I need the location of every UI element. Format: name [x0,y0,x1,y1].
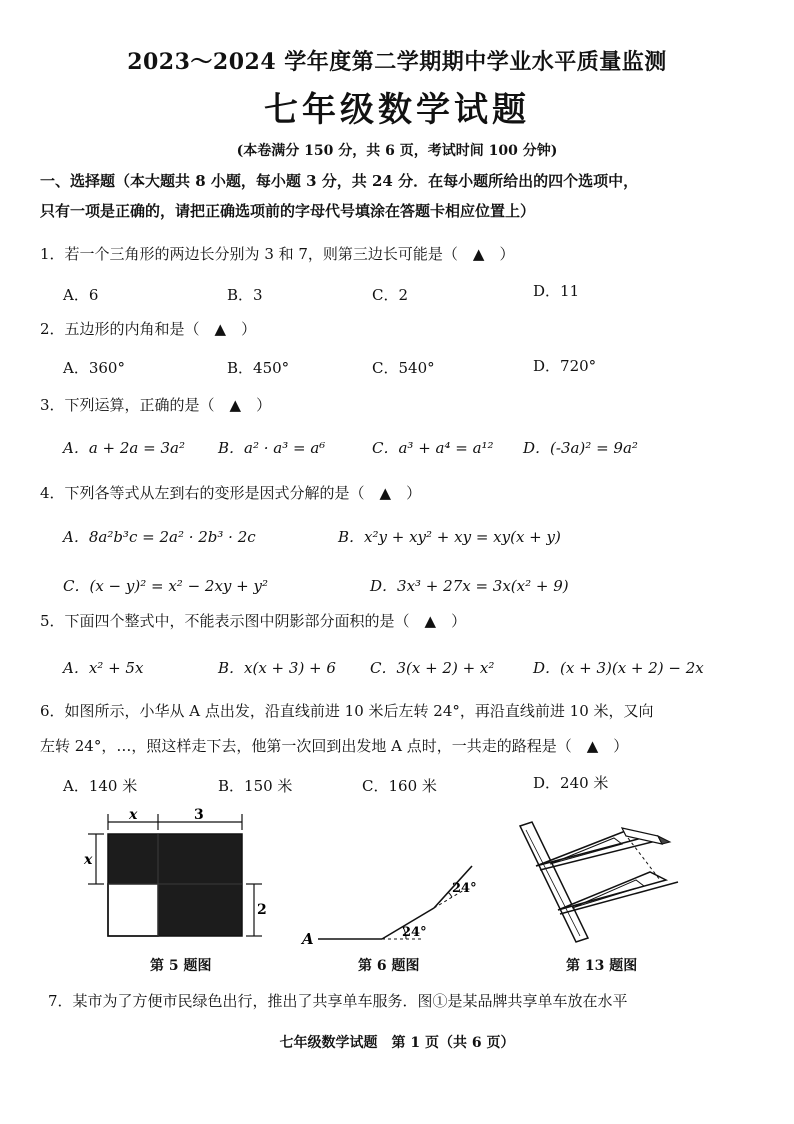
question-4-option-c: C．(x − y)² = x² − 2xy + y² [63,577,268,595]
exam-title: 2023～2024 学年度第二学期期中学业水平质量监测 [127,49,667,75]
question-4-option-a: A．8a²b³c = 2a² · 2b³ · 2c [63,528,256,546]
shaded-rect-3x2 [158,884,242,936]
exam-note: (本卷满分 150 分，共 6 页，考试时间 100 分钟) [236,143,558,159]
figure-5-caption: 第 5 题图 [150,958,212,974]
question-2-option-d: D．720° [533,357,597,375]
question-4-option-d: D．3x³ + 27x = 3x(x² + 9) [370,577,569,595]
section-heading-line1: 一、选择题（本大题共 8 小题，每小题 3 分，共 24 分．在每小题所给出的四个选项中， [40,172,639,190]
page-footer: 七年级数学试题 第 1 页（共 6 页） [279,1035,515,1051]
question-1-option-a: A．6 [63,286,99,304]
question-5-stem: 5．下面四个整式中，不能表示图中阴影部分面积的是（ ▲ ） [40,612,467,630]
angle-label-1: 24° [402,925,427,940]
question-4-stem: 4．下列各等式从左到右的变形是因式分解的是（ ▲ ） [40,484,422,502]
question-3-option-a: A．a + 2a = 3a² [63,439,185,457]
question-6-option-a: A．140 米 [63,777,138,795]
label-x-top: x [129,808,138,823]
label-3: 3 [194,808,204,823]
figure-13-diagram [510,818,685,946]
ruler-body [520,822,588,942]
question-2-stem: 2．五边形的内角和是（ ▲ ） [40,320,257,338]
question-1-option-c: C．2 [372,286,409,304]
label-2: 2 [257,902,267,918]
angle-label-2: 24° [452,881,477,896]
question-6-option-c: C．160 米 [362,777,437,795]
label-A: A [302,930,314,948]
question-2-option-c: C．540° [372,359,435,377]
question-6-option-b: B．150 米 [218,777,293,795]
figure-6-caption: 第 6 题图 [358,958,420,974]
section-heading-line2: 只有一项是正确的，请把正确选项前的字母代号填涂在答题卡相应位置上） [40,202,536,220]
question-3-option-c: C．a³ + a⁴ = a¹² [372,439,494,457]
unshaded-rect-x2 [108,884,158,936]
question-6-stem-line1: 6．如图所示，小华从 A 点出发，沿直线前进 10 米后左转 24°，再沿直线前进 10 米，又向 [40,702,654,720]
question-6-option-d: D．240 米 [533,774,609,792]
label-x-left: x [84,852,93,868]
question-5-option-d: D．(x + 3)(x + 2) − 2x [533,659,704,677]
question-3-option-b: B．a² · a³ = a⁶ [218,439,326,457]
exam-subtitle: 七年级数学试题 [264,90,530,130]
question-1-stem: 1．若一个三角形的两边长分别为 3 和 7，则第三边长可能是（ ▲ ） [40,245,515,263]
question-3-stem: 3．下列运算，正确的是（ ▲ ） [40,396,272,414]
figure-13-caption: 第 13 题图 [566,958,638,974]
question-5-option-a: A．x² + 5x [63,659,144,677]
figure-5-diagram [82,808,268,948]
question-3-option-d: D．(-3a)² = 9a² [523,439,638,457]
question-2-option-b: B．450° [227,359,290,377]
shaded-rect-3x [158,834,242,884]
question-5-option-b: B．x(x + 3) + 6 [218,659,336,677]
question-4-option-b: B．x²y + xy² + xy = xy(x + y) [338,528,561,546]
question-1-option-d: D．11 [533,282,580,300]
question-6-stem-line2: 左转 24°，…，照这样走下去，他第一次回到出发地 A 点时，一共走的路程是（ ▲ ） [40,737,629,755]
shaded-square-xx [108,834,158,884]
question-2-option-a: A．360° [63,359,125,377]
figure-6-diagram [300,858,485,950]
question-1-option-b: B．3 [227,286,263,304]
question-7-stem: 7．某市为了方便市民绿色出行，推出了共享单车服务．图①是某品牌共享单车放在水平 [48,992,628,1010]
question-5-option-c: C．3(x + 2) + x² [370,659,495,677]
